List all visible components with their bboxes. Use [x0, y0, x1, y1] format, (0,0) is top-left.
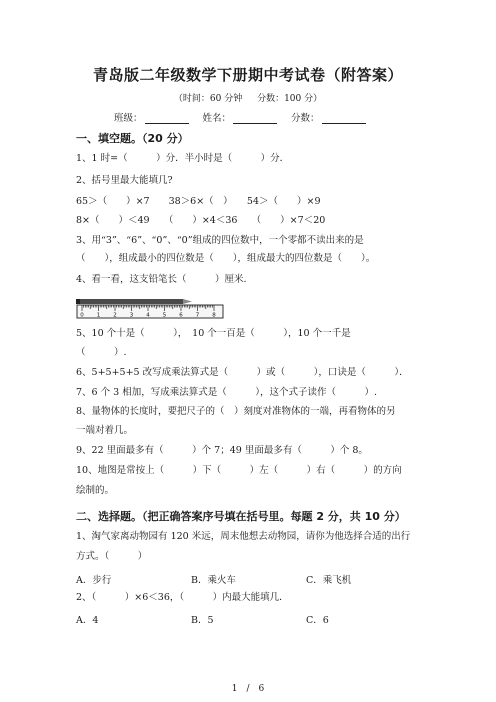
choice-1-option-b: B．乘火车: [191, 575, 236, 586]
student-info-fields: [114, 110, 380, 124]
ruler-digit: 6: [179, 312, 183, 319]
choice-2-option-a: A．4: [76, 615, 99, 626]
exam-info: [0, 91, 496, 104]
class-label: 班级：: [114, 113, 143, 124]
choice-1-line-2: 方式。（ ）: [76, 551, 148, 562]
ruler-digit: 2: [113, 312, 117, 319]
ruler-digit: 7: [195, 312, 200, 319]
score-field: [291, 110, 366, 124]
section-choice-heading: 二、选择题。（把正确答案序号填在括号里。每题 2 分，共 10 分）: [76, 510, 406, 523]
question-8-line-2: 一端对着几。: [76, 425, 134, 436]
ruler-digit: 0: [80, 312, 84, 319]
time-limit: （时间：60 分钟: [173, 94, 243, 104]
question-1: 1、1 时=（ ）分．半小时是（ ）分．: [76, 153, 290, 164]
ruler-with-pencil-figure: [76, 299, 226, 319]
page-title: 青岛版二年级数学下册期中考试卷（附答案）: [92, 66, 403, 84]
choice-1-option-c: C．乘飞机: [306, 575, 352, 586]
choice-2-option-c: C．6: [306, 615, 329, 626]
choice-2: 2、（ ）×6＜36，（ ）内最大能填几．: [76, 592, 289, 603]
page-number: 1 / 6: [231, 684, 265, 694]
question-7: 7、6 个 3 相加，写成乘法算式是（ ），这个式子读作（ ）.: [76, 387, 377, 398]
ruler-digit: 4: [146, 312, 150, 319]
choice-2-option-b: B．5: [191, 615, 214, 626]
question-5-line-1: 5、10 个十是（ ）， 10 个一百是（ ），10 个一千是: [76, 328, 351, 339]
name-blank[interactable]: [233, 113, 277, 124]
question-10-line-1: 10、地图是常按上（ ）下（ ）左（ ）右（ ）的方向: [76, 465, 402, 476]
question-5-line-2: （ ）.: [76, 347, 127, 358]
question-6: 6、5+5+5+5 改写成乘法算式是（ ）或（ ），口诀是（ ）．: [76, 367, 409, 378]
choice-1-options: [76, 572, 351, 586]
ruler-icon: [76, 299, 226, 319]
ruler-digit: 3: [129, 312, 134, 319]
question-2-row-b: 8×（ ）＜49 （ ）×4＜36 （ ）×7＜20: [76, 215, 326, 226]
question-10-line-2: 绘制的。: [76, 485, 115, 496]
question-2: 2、括号里最大能填几?: [76, 175, 173, 186]
name-field: [203, 110, 278, 124]
pencil-body: [79, 299, 183, 304]
total-score: 分数：100 分）: [257, 94, 323, 104]
score-blank[interactable]: [322, 113, 366, 124]
section-fill-blank-heading: 一、填空题。（20 分）: [76, 132, 189, 145]
question-8-line-1: 8、量物体的长度时，要把尺子的（ ）刻度对准物体的一端，再看物体的另: [76, 406, 396, 417]
question-3-line-2: （ ），组成最小的四位数是（ ），组成最大的四位数是（ ）。: [76, 253, 376, 264]
ruler-digit: 1: [96, 312, 101, 319]
question-3-line-1: 3、用“3”、“6”、“0”、“0”组成的四位数中，一个零都不读出来的是: [76, 235, 364, 246]
question-4: 4、看一看，这支铅笔长（ ）厘米.: [76, 274, 247, 285]
choice-1-line-1: 1、淘气家离动物园有 120 米远，周末他想去动物园，请你为他选择合适的出行: [76, 531, 411, 542]
class-blank[interactable]: [145, 113, 189, 124]
name-label: 姓名：: [202, 113, 232, 124]
ruler-digit: 5: [162, 312, 167, 319]
score-label: 分数：: [291, 113, 320, 124]
pencil-end: [76, 299, 80, 304]
question-2-row-a: 65＞（ ）×7 38＞6×（ ） 54＞（ ）×9: [76, 196, 321, 207]
question-9: 9、22 里面最多有（ ）个 7；49 里面最多有（ ）个 8。: [76, 445, 368, 456]
ruler-digit: 8: [212, 312, 216, 319]
choice-2-options: [76, 612, 329, 626]
class-field: [114, 110, 189, 124]
pencil-tip: [183, 299, 192, 304]
choice-1-option-a: A．步行: [76, 575, 112, 586]
